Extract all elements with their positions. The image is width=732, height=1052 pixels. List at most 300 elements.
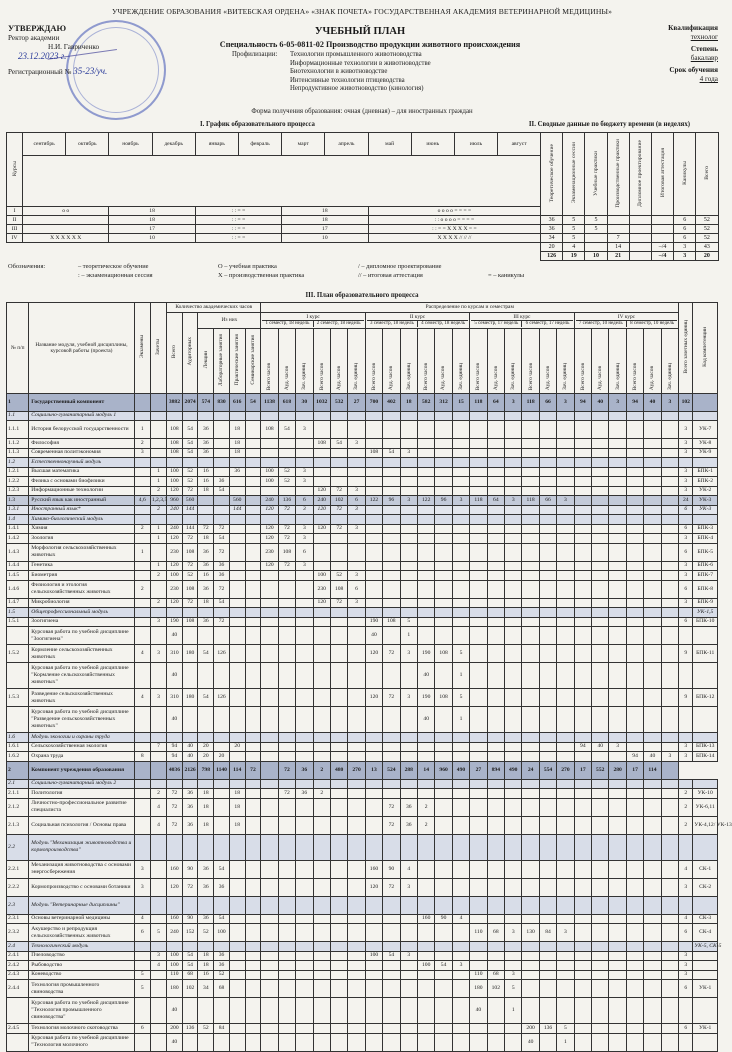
budget-cell [585,234,607,243]
plan-cell [626,779,643,789]
plan-cell [505,860,522,878]
plan-cell [505,486,522,496]
plan-cell [245,561,261,571]
plan-cell: 18 [229,448,245,458]
plan-cell [198,733,214,743]
plan-cell: 84 [539,924,556,942]
plan-cell: 72 [167,816,183,834]
plan-cell: 6 [134,924,150,942]
month-header: январь [195,133,238,156]
plan-cell [383,439,400,449]
plan-cell [539,742,556,752]
plan-cell [557,970,574,980]
plan-cell [313,896,330,914]
plan-cell: 1 [150,561,166,571]
plan-cell [400,742,417,752]
plan-cell [592,1024,609,1034]
plan-cell: 40 [167,998,183,1024]
plan-cell [539,608,556,618]
plan-cell: 108 [167,448,183,458]
plan-cell [330,860,347,878]
plan-cell [330,896,347,914]
plan-cell [522,411,539,421]
plan-cell: 54 [214,598,230,608]
plan-cell [167,942,183,952]
plan-cell [261,942,278,952]
budget-cell: 6 [674,225,696,234]
plan-cell [245,942,261,952]
plan-cell [245,496,261,506]
plan-cell [261,439,278,449]
plan-cell: 6 [296,496,313,506]
plan-cell [644,486,661,496]
budget-row [541,216,719,225]
plan-cell: 100 [261,467,278,477]
plan-cell: 120 [313,505,330,515]
plan-cell [592,496,609,506]
plan-cell [452,486,469,496]
semester-label: 6 семестр, 17 недель [525,320,570,326]
plan-cell [470,543,487,561]
plan-cell [539,439,556,449]
plan-cell [348,896,365,914]
plan-cell [661,515,679,525]
plan-cell [626,742,643,752]
plan-cell [400,598,417,608]
plan-cell [487,942,504,952]
plan-cell [557,998,574,1024]
plan-cell [644,896,661,914]
plan-cell [574,458,591,468]
plan-cell [522,689,539,707]
plan-cell [487,448,504,458]
plan-cell: 72 [214,580,230,598]
plan-cell [313,798,330,816]
budget-cell: 126 [541,252,563,261]
plan-cell: 3 [505,393,522,411]
plan-cell: 72 [182,561,198,571]
h-semester: Всего часов [261,329,278,393]
plan-cell [134,998,150,1024]
plan-cell [661,998,679,1024]
plan-name: Основы ветеринарной медицины [29,914,134,924]
plan-cell: 14 [417,761,434,779]
plan-cell [278,627,295,645]
plan-row [7,689,718,707]
course-label: I курс [306,313,320,320]
plan-cell [452,524,469,534]
plan-cell [245,467,261,477]
plan-cell [644,914,661,924]
plan-cell: 2 [679,816,693,834]
plan-cell [574,627,591,645]
plan-cell [348,707,365,733]
plan-cell: 52 [330,571,347,581]
h-from: Из них [198,312,261,329]
plan-cell: 3 [296,524,313,534]
plan-cell [134,779,150,789]
budget-header: Производственные практики [607,133,629,216]
plan-cell [296,1024,313,1034]
plan-cell [592,608,609,618]
plan-cell: 66 [539,496,556,506]
budget-cell [629,216,651,225]
plan-cell [348,421,365,439]
plan-cell: 6 [679,580,693,598]
plan-cell [198,942,214,952]
plan-row [7,707,718,733]
plan-cell [245,707,261,733]
plan-cell: 5 [150,924,166,942]
plan-cell [574,571,591,581]
plan-cell: 40 [167,663,183,689]
plan-cell [470,477,487,487]
plan-cell [661,645,679,663]
plan-cell: 54 [278,421,295,439]
plan-cell: 120 [365,878,382,896]
plan-cell [435,752,452,762]
h-credit: Зачеты [150,303,166,394]
plan-cell [609,627,626,645]
plan-cell [644,561,661,571]
plan-cell [435,524,452,534]
plan-cell: 108 [167,421,183,439]
plan-cell [150,663,166,689]
plan-cell [330,448,347,458]
semester-label: 7 семестр, 10 недель [576,321,627,327]
plan-cell [261,689,278,707]
plan-cell [592,411,609,421]
plan-cell [198,779,214,789]
plan-cell [522,505,539,515]
plan-cell [661,733,679,743]
term-label: Срок обучения [669,66,718,74]
plan-cell [574,914,591,924]
plan-cell: 532 [330,393,347,411]
plan-cell [470,524,487,534]
h-lec: Лекции [198,329,214,393]
plan-cell [487,951,504,961]
plan-cell [470,1033,487,1051]
plan-cell [522,458,539,468]
plan-cell [229,617,245,627]
plan-cell [452,924,469,942]
plan-cell: 152 [182,924,198,942]
plan-cell [296,779,313,789]
plan-cell [522,448,539,458]
plan-cell [261,980,278,998]
plan-name: Рыбоводство [29,961,134,971]
plan-cell [539,961,556,971]
plan-cell [400,608,417,618]
plan-cell [348,970,365,980]
profile-item: Технологии промышленного животноводства [290,51,422,58]
approve-date: 23.12.2023 г. [18,51,67,61]
document-title: УЧЕБНЫЙ ПЛАН [314,26,406,37]
plan-cell [150,914,166,924]
plan-name: Микробиология [29,598,134,608]
plan-cell [693,951,718,961]
plan-cell [245,645,261,663]
plan-code: 2.1.1 [7,789,29,799]
plan-row [7,534,718,544]
plan-row [7,1024,718,1034]
plan-cell [198,496,214,506]
plan-cell [278,834,295,860]
plan-name: Социально-гуманитарный модуль 2 [29,779,134,789]
plan-row [7,486,718,496]
plan-cell [661,663,679,689]
semester-label: 8 семестр, 10 недель [630,320,674,326]
plan-cell: 108 [435,689,452,707]
plan-cell [557,961,574,971]
plan-cell: 34 [198,980,214,998]
plan-row [7,752,718,762]
plan-cell: 240 [167,505,183,515]
profiles-list [232,51,431,94]
plan-cell: 36 [198,448,214,458]
plan-cell [661,571,679,581]
plan-cell [261,779,278,789]
plan-code: 1.5.2 [7,645,29,663]
plan-cell [400,543,417,561]
plan-row [7,980,718,998]
plan-cell [452,779,469,789]
plan-cell [487,961,504,971]
plan-cell [365,608,382,618]
plan-cell [245,961,261,971]
plan-cell [522,617,539,627]
plan-code: 2.1 [7,779,29,789]
plan-cell [330,411,347,421]
plan-cell: 72 [182,486,198,496]
plan-cell [365,598,382,608]
plan-cell [261,924,278,942]
plan-cell [134,663,150,689]
plan-cell [522,896,539,914]
plan-cell: 40 [592,393,609,411]
plan-cell [214,742,230,752]
plan-cell [383,421,400,439]
plan-cell: 4 [400,860,417,878]
plan-cell: 36 [198,617,214,627]
plan-cell: 3 [134,448,150,458]
plan-cell [383,742,400,752]
plan-cell [417,543,434,561]
plan-cell [229,951,245,961]
plan-cell: 72 [198,524,214,534]
plan-cell [400,961,417,971]
plan-cell: 108 [182,617,198,627]
plan-cell: 54 [182,448,198,458]
plan-cell [348,477,365,487]
plan-cell [150,448,166,458]
plan-cell [296,924,313,942]
h-semester-sub: Зач. единиц [296,329,313,393]
plan-cell [278,617,295,627]
plan-cell: 72 [278,761,295,779]
plan-cell [296,961,313,971]
plan-cell [592,798,609,816]
plan-code: 2.1.2 [7,798,29,816]
budget-cell: 6 [674,234,696,243]
plan-cell [592,515,609,525]
plan-cell: 144 [182,524,198,534]
plan-cell [574,663,591,689]
plan-cell [574,816,591,834]
plan-name: Технологический модуль [29,942,134,952]
plan-cell [644,571,661,581]
plan-cell [296,998,313,1024]
plan-cell [609,486,626,496]
plan-cell [557,834,574,860]
plan-cell [470,505,487,515]
plan-cell [574,439,591,449]
plan-cell [383,942,400,952]
plan-cell [644,779,661,789]
plan-cell [417,448,434,458]
h-lab: Лабораторные занятия [214,329,230,393]
plan-cell: 3 [679,534,693,544]
plan-cell [557,951,574,961]
legend-item: : – экзаменационная сессия [78,272,153,279]
plan-cell: СК-4 [693,924,718,942]
plan-code: 1.6.1 [7,742,29,752]
plan-cell [313,1024,330,1034]
plan-cell [452,458,469,468]
plan-cell [296,834,313,860]
plan-cell: 180 [182,645,198,663]
plan-cell [167,834,183,860]
plan-cell: 1032 [313,393,330,411]
plan-cell: 94 [626,393,643,411]
plan-cell [626,477,643,487]
section-schedule-title: I. График образовательного процесса [200,121,315,128]
plan-cell: 36 [198,421,214,439]
plan-cell: 40 [365,627,382,645]
plan-cell: 240 [167,524,183,534]
plan-cell [487,617,504,627]
plan-cell [592,505,609,515]
plan-name: Философия [29,439,134,449]
plan-cell: 3 [150,645,166,663]
plan-cell [470,689,487,707]
budget-header: Всего [696,133,718,216]
plan-cell [330,798,347,816]
h-course-3 [470,312,574,329]
plan-name: Технология молочного скотоводства [29,1024,134,1034]
plan-cell [539,816,556,834]
plan-cell [296,860,313,878]
plan-cell: 160 [167,860,183,878]
plan-cell: 120 [261,524,278,534]
plan-cell [261,789,278,799]
plan-cell [539,467,556,477]
plan-cell [661,742,679,752]
plan-cell [296,663,313,689]
plan-cell [557,798,574,816]
plan-cell: 18 [400,393,417,411]
plan-cell: 68 [182,970,198,980]
plan-cell [417,534,434,544]
semester-label: 3 семестр, 18 недель [367,321,418,327]
plan-cell [417,598,434,608]
h-semester-sub: Зач. единиц [557,329,574,393]
plan-cell [330,914,347,924]
plan-cell: 8 [134,752,150,762]
plan-cell [470,733,487,743]
plan-cell [609,860,626,878]
plan-cell [278,571,295,581]
plan-cell [278,1024,295,1034]
plan-cell: 120 [167,598,183,608]
budget-cell [629,243,651,252]
plan-cell [348,878,365,896]
plan-name: Иностранный язык* [29,505,134,515]
plan-cell [505,878,522,896]
plan-cell [330,1024,347,1034]
plan-cell: 90 [435,914,452,924]
plan-cell [452,617,469,627]
plan-cell [417,627,434,645]
plan-cell [679,663,693,689]
plan-cell [365,779,382,789]
plan-cell [365,707,382,733]
budget-cell: 3 [674,243,696,252]
plan-cell [522,467,539,477]
plan-cell [365,543,382,561]
plan-cell [626,505,643,515]
plan-cell: 18 [229,421,245,439]
plan-cell [330,834,347,860]
plan-cell [214,496,230,506]
plan-cell [330,816,347,834]
plan-cell [383,477,400,487]
plan-cell [313,534,330,544]
plan-cell [245,733,261,743]
plan-cell [505,467,522,477]
plan-code: 2.4.3 [7,970,29,980]
plan-cell: 52 [198,1024,214,1034]
plan-cell [400,663,417,689]
plan-cell: 108 [435,645,452,663]
plan-cell [609,411,626,421]
plan-cell [417,980,434,998]
plan-cell [574,834,591,860]
plan-cell: 4 [452,914,469,924]
plan-name: Кормопроизводство с основами ботаники [29,878,134,896]
plan-cell [383,924,400,942]
plan-cell [134,789,150,799]
plan-cell [313,998,330,1024]
plan-cell [261,998,278,1024]
plan-cell [626,561,643,571]
budget-cell: 43 [696,243,718,252]
plan-cell [278,860,295,878]
plan-cell [557,524,574,534]
plan-cell [182,608,198,618]
plan-cell [348,467,365,477]
plan-cell [505,1024,522,1034]
plan-cell [229,689,245,707]
plan-cell [261,761,278,779]
plan-cell [539,980,556,998]
plan-cell: 5 [452,689,469,707]
plan-cell [609,789,626,799]
plan-cell [400,515,417,525]
plan-cell [435,505,452,515]
plan-cell: 120 [313,486,330,496]
